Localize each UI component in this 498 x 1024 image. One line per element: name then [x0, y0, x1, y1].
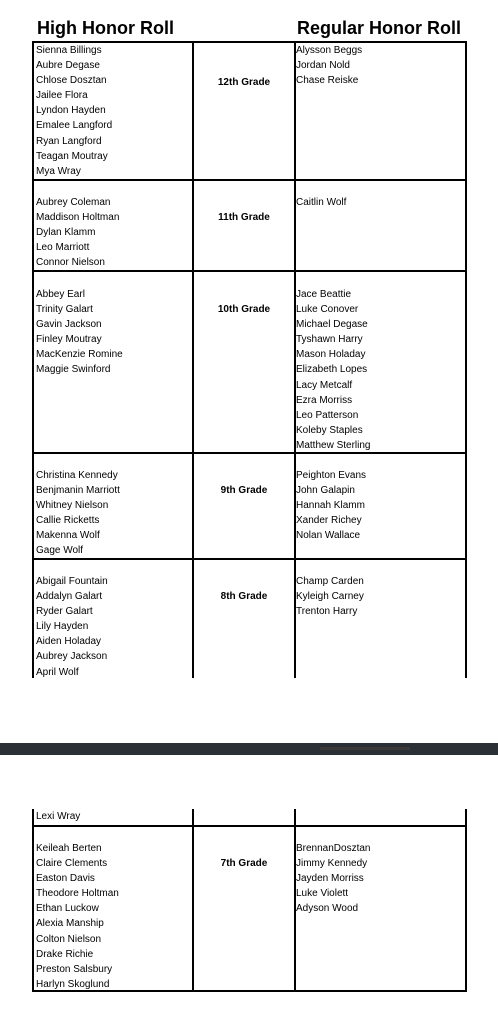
list-item: Sienna Billings: [36, 45, 102, 56]
regular-honor-roll-header: Regular Honor Roll: [297, 18, 462, 38]
list-item: Lily Hayden: [36, 621, 89, 633]
list-item: Adyson Wood: [296, 903, 359, 915]
page-break-band: [0, 743, 498, 755]
honor-roll-table-top: [32, 41, 467, 678]
regular-honor-list: [296, 468, 366, 543]
list-item: Ezra Morriss: [296, 394, 353, 406]
list-item: Jace Beattie: [296, 289, 352, 300]
list-item: MacKenzie Romine: [36, 349, 123, 361]
grade-row-9: [34, 452, 467, 558]
list-item: Aubre Degase: [36, 60, 100, 72]
list-item: Christina Kennedy: [36, 470, 118, 481]
list-item: April Wolf: [36, 666, 79, 678]
list-item: Tyshawn Harry: [296, 334, 363, 346]
list-item: Abigail Fountain: [36, 576, 108, 587]
list-item: Easton Davis: [36, 873, 95, 885]
list-item: Champ Carden: [296, 576, 364, 587]
list-item: Mason Holaday: [296, 349, 366, 361]
list-item: Harlyn Skoglund: [36, 978, 110, 990]
list-item: Alysson Beggs: [296, 45, 363, 56]
list-item: Jimmy Kennedy: [296, 858, 368, 870]
high-honor-list: [36, 809, 80, 824]
regular-honor-list: [296, 574, 364, 619]
grade-label: 12th Grade: [217, 77, 271, 88]
high-honor-roll-header: High Honor Roll: [37, 18, 174, 38]
list-item: Chlose Dosztan: [36, 75, 107, 87]
high-honor-list: [36, 195, 119, 270]
grade-label: 10th Grade: [217, 304, 271, 315]
grade-label: 9th Grade: [220, 485, 268, 496]
list-item: Finley Moutray: [36, 334, 102, 346]
list-item: John Galapin: [296, 485, 355, 497]
list-item: Jordan Nold: [296, 60, 350, 72]
list-item: Leo Marriott: [36, 242, 90, 254]
high-honor-list: [36, 287, 123, 378]
list-item: Emalee Langford: [36, 120, 113, 132]
list-item: Nolan Wallace: [296, 530, 361, 542]
list-item: Maddison Holtman: [36, 212, 120, 224]
list-item: Trenton Harry: [296, 606, 358, 618]
list-item: Callie Ricketts: [36, 515, 100, 527]
list-item: Ethan Luckow: [36, 903, 99, 915]
list-item: Teagan Moutray: [36, 150, 108, 162]
list-item: Keileah Berten: [36, 843, 102, 854]
list-item: Alexia Manship: [36, 918, 104, 930]
grade-row-11: [34, 179, 467, 270]
list-item: Aiden Holaday: [36, 636, 102, 648]
grade-label: 11th Grade: [218, 212, 270, 223]
list-item: Koleby Staples: [296, 424, 363, 436]
regular-honor-list: [296, 287, 370, 453]
high-honor-list: [36, 468, 120, 559]
list-item: Dylan Klamm: [36, 227, 96, 239]
regular-honor-list: [296, 43, 362, 88]
high-honor-list: [36, 841, 119, 992]
list-item: Aubrey Jackson: [36, 651, 108, 663]
list-item: Gavin Jackson: [36, 319, 102, 331]
list-item: Makenna Wolf: [36, 530, 100, 542]
high-honor-list: [36, 574, 108, 680]
list-item: Leo Patterson: [296, 409, 359, 421]
list-item: Abbey Earl: [36, 289, 85, 300]
list-item: Xander Richey: [296, 515, 362, 527]
list-item: Drake Richie: [36, 948, 94, 960]
list-item: Jayden Morriss: [296, 873, 364, 885]
list-item: Lyndon Hayden: [36, 105, 106, 117]
grade-row-10: [34, 270, 467, 452]
list-item: Ryder Galart: [36, 606, 93, 618]
grade-row-8: [34, 558, 467, 678]
list-item: Theodore Holtman: [36, 888, 119, 900]
grade-label: 7th Grade: [220, 858, 268, 869]
list-item: Lexi Wray: [36, 811, 81, 822]
list-item: Mya Wray: [36, 165, 81, 177]
list-item: Elizabeth Lopes: [296, 364, 368, 376]
list-item: Connor Nielson: [36, 257, 105, 269]
list-item: Luke Violett: [296, 888, 349, 900]
continuation-row: [34, 809, 467, 825]
list-item: Luke Conover: [296, 304, 359, 316]
list-item: Jailee Flora: [36, 90, 88, 102]
list-item: Benjmanin Marriott: [36, 485, 120, 497]
list-item: Maggie Swinford: [36, 364, 111, 376]
list-item: Trinity Galart: [36, 304, 93, 316]
list-item: Kyleigh Carney: [296, 591, 364, 603]
honor-roll-table-bottom: [32, 809, 467, 992]
list-item: Hannah Klamm: [296, 500, 365, 512]
list-item: Preston Salsbury: [36, 963, 113, 975]
table-bottom-border: [32, 990, 467, 992]
list-item: Caitlin Wolf: [296, 197, 347, 208]
grade-row-12: [34, 41, 467, 179]
band-mark: [320, 747, 410, 750]
list-item: BrennanDosztan: [296, 843, 371, 854]
list-item: Peighton Evans: [296, 470, 367, 481]
list-item: Colton Nielson: [36, 933, 102, 945]
grade-label: 8th Grade: [220, 591, 268, 602]
list-item: Claire Clements: [36, 858, 108, 870]
list-item: Matthew Sterling: [296, 439, 371, 451]
list-item: Lacy Metcalf: [296, 379, 353, 391]
list-item: Michael Degase: [296, 319, 368, 331]
list-item: Aubrey Coleman: [36, 197, 111, 208]
high-honor-list: [36, 43, 112, 179]
grade-row-7: [34, 825, 467, 992]
list-item: Whitney Nielson: [36, 500, 109, 512]
list-item: Ryan Langford: [36, 135, 102, 147]
list-item: Addalyn Galart: [36, 591, 103, 603]
regular-honor-list: [296, 195, 346, 210]
list-item: Chase Reiske: [296, 75, 359, 87]
regular-honor-list: [296, 841, 371, 916]
list-item: Gage Wolf: [36, 545, 84, 557]
